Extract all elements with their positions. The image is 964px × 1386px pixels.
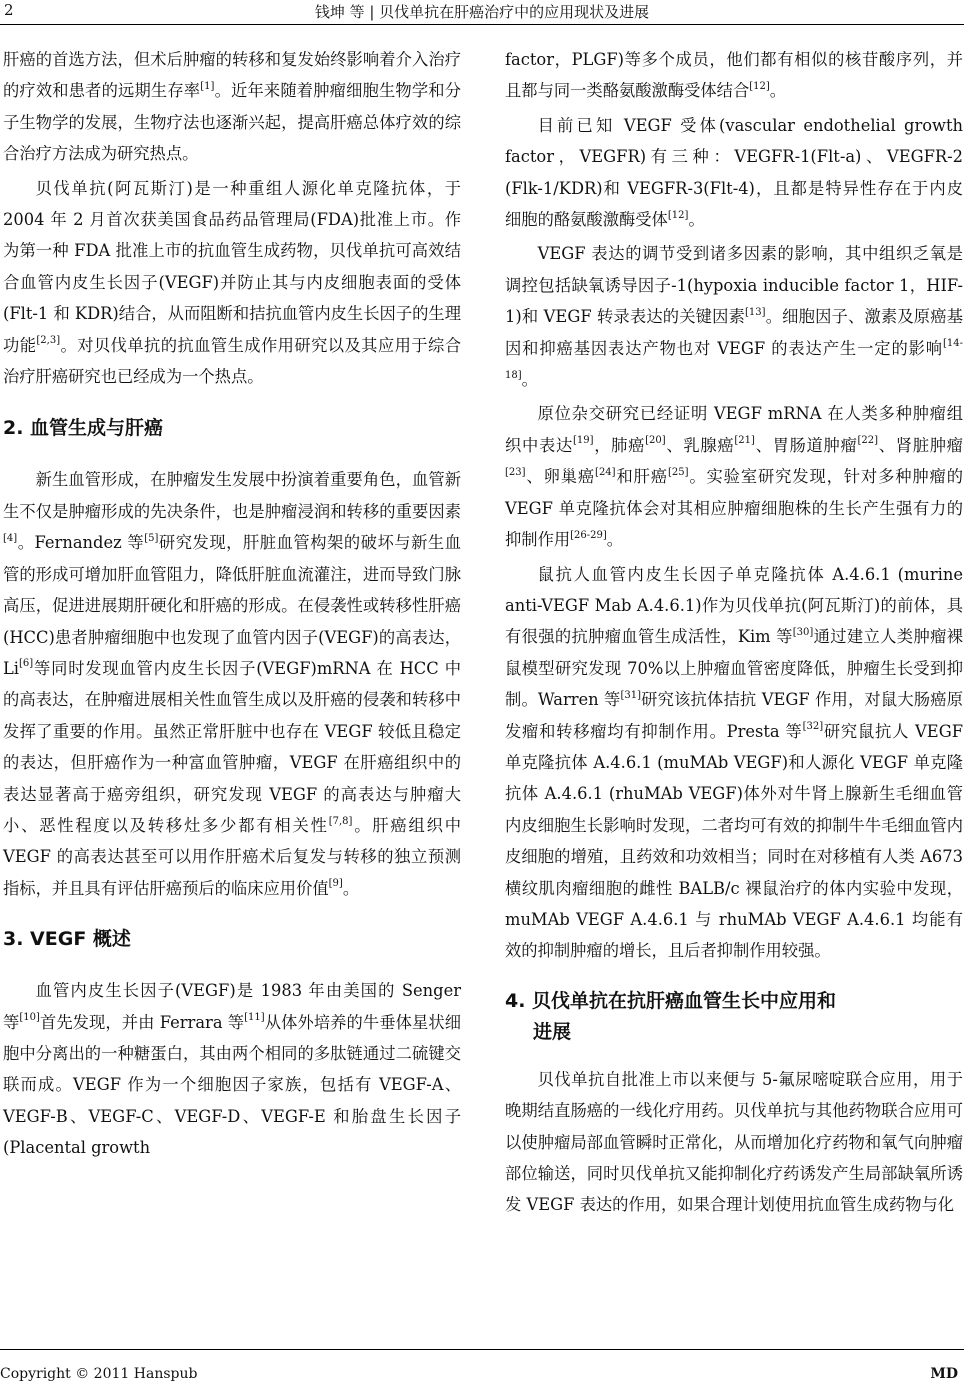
right-column: [505, 44, 963, 1221]
copyright-notice: Copyright © 2011 Hanspub: [0, 1366, 198, 1382]
page-header: [0, 0, 964, 24]
page-number: 2: [4, 1, 14, 19]
running-title: 钱坤 等 | 贝伐单抗在肝癌治疗中的应用现状及进展: [314, 3, 650, 21]
paragraph: 贝伐单抗自批准上市以来便与 5-氟尿嘧啶联合应用，用于晚期结直肠癌的一线化疗用药。贝伐单抗与其他药物联合应用可以使肿瘤局部血管瞬时正常化，从而增加化疗药物和氧气向肿瘤部位输送，同时贝伐单抗又能抑制化疗药诱发产生局部缺氧所诱发 VEGF 表达的作用，如果合理计划使用抗血管生成药物与化: [505, 1069, 963, 1215]
paragraph: 贝伐单抗(阿瓦斯汀)是一种重组人源化单克隆抗体，于 2004 年 2 月首次获美国食品药品管理局(FDA)批准上市。作为第一种 FDA 批准上市的抗血管生成药物，贝伐单抗可高效结合血管内皮生长因子(VEGF)并防止其与内皮细胞表面的受体(Flt-1 和 KDR)结合，从而阻断和拮抗血管内皮生长因子的生理功能[2,3]。对贝伐单抗的抗血管生成作用研究以及其应用于综合治疗肝癌研究也已经成为一个热点。: [3, 178, 461, 387]
paragraph: 新生血管形成，在肿瘤发生发展中扮演着重要角色，血管新生不仅是肿瘤形成的先决条件，也是肿瘤浸润和转移的重要因素[4]。Fernandez 等[5]研究发现，肝脏血管构架的破坏与新生血管的形成可增加肝血管阻力，降低肝脏血流灌注，进而导致门脉高压，促进进展期肝硬化和肝癌的形成。在侵袭性或转移性肝癌(HCC)患者肿瘤细胞中也发现了血管内因子(VEGF)的高表达，Li[6]等同时发现血管内皮生长因子(VEGF)mRNA 在 HCC 中的高表达，在肿瘤进展相关性血管生成以及肝癌的侵袭和转移中发挥了重要的作用。虽然正常肝脏中也存在 VEGF 较低且稳定的表达，但肝癌作为一种富血管肿瘤，VEGF 在肝癌组织中的表达显著高于癌旁组织，研究发现 VEGF 的高表达与肿瘤大小、恶性程度以及转移灶多少都有相关性[7,8]。肝癌组织中 VEGF 的高表达甚至可以用作肝癌术后复发与转移的独立预测指标，并且具有评估肝癌预后的临床应用价值[9]。: [3, 470, 461, 898]
section-heading: 2. 血管生成与肝癌: [3, 417, 164, 440]
section-heading: 3. VEGF 概述: [3, 928, 131, 951]
paragraph: 目前已知 VEGF 受体(vascular endothelial growth factor，VEGFR)有三种：VEGFR-1(Flt-a)、VEGFR-2 (Flk-1/KDR)和 VEGFR-3(Flt-4)，且都是特异性存在于内皮细胞的酪氨酸激酶受体[12]。: [505, 115, 963, 230]
paragraph: factor，PLGF)等多个成员，他们都有相似的核苷酸序列，并且都与同一类酪氨酸激酶受体结合[12]。: [505, 50, 963, 101]
section-heading: 4. 贝伐单抗在抗肝癌血管生长中应用和 进展: [505, 989, 837, 1043]
paragraph: 原位杂交研究已经证明 VEGF mRNA 在人类多种肿瘤组织中表达[19]，肺癌[20]、乳腺癌[21]、胃肠道肿瘤[22]、肾脏肿瘤[23]、卵巢癌[24]和肝癌[25]。实验室研究发现，针对多种肿瘤的 VEGF 单克隆抗体会对其相应肿瘤细胞株的生长产生强有力的抑制作用[26-29]。: [505, 404, 963, 550]
paragraph: VEGF 表达的调节受到诸多因素的影响，其中组织乏氧是调控包括缺氧诱导因子-1(hypoxia inducible factor 1，HIF-1)和 VEGF 转录表达的关键因素[13]。细胞因子、激素及原癌基因和抑癌基因表达产物也对 VEGF 的表达产生一定的影响[14-18]。: [505, 244, 963, 390]
journal-abbrev: MD: [930, 1366, 958, 1382]
paragraph: 肝癌的首选方法，但术后肿瘤的转移和复发始终影响着介入治疗的疗效和患者的远期生存率[1]。近年来随着肿瘤细胞生物学和分子生物学的发展，生物疗法也逐渐兴起，提高肝癌总体疗效的综合治疗方法成为研究热点。: [3, 50, 461, 164]
paragraph: 血管内皮生长因子(VEGF)是 1983 年由美国的 Senger 等[10]首先发现，并由 Ferrara 等[11]从体外培养的牛垂体星状细胞中分离出的一种糖蛋白，其由两个相同的多肽链通过二硫键交联而成。VEGF 作为一个细胞因子家族，包括有 VEGF-A、VEGF-B、VEGF-C、VEGF-D、VEGF-E 和胎盘生长因子(Placental growth: [3, 981, 461, 1158]
header-rule: [0, 24, 964, 25]
paragraph: 鼠抗人血管内皮生长因子单克隆抗体 A.4.6.1 (murine anti-VEGF Mab A.4.6.1)作为贝伐单抗(阿瓦斯汀)的前体，具有很强的抗肿瘤血管生成活性，Kim 等[30]通过建立人类肿瘤裸鼠模型研究发现 70%以上肿瘤血管密度降低，肿瘤生长受到抑制。Warren 等[31]研究该抗体拮抗 VEGF 作用，对鼠大肠癌原发瘤和转移瘤均有抑制作用。Presta 等[32]研究鼠抗人 VEGF 单克隆抗体 A.4.6.1 (muMAb VEGF)和人源化 VEGF 单克隆抗体 A.4.6.1 (rhuMAb VEGF)体外对牛肾上腺新生毛细血管内皮细胞生长影响时发现，二者均可有效的抑制牛牛毛细血管内皮细胞的增殖，且药效和功效相当；同时在对移植有人类 A673 横纹肌肉瘤细胞的雌性 BALB/c 裸鼠治疗的体内实验中发现，muMAb VEGF A.4.6.1 与 rhuMAb VEGF A.4.6.1 均能有效的抑制肿瘤的增长，且后者抑制作用较强。: [505, 564, 963, 961]
left-column: [3, 44, 461, 1164]
footer-rule: [0, 1349, 964, 1350]
